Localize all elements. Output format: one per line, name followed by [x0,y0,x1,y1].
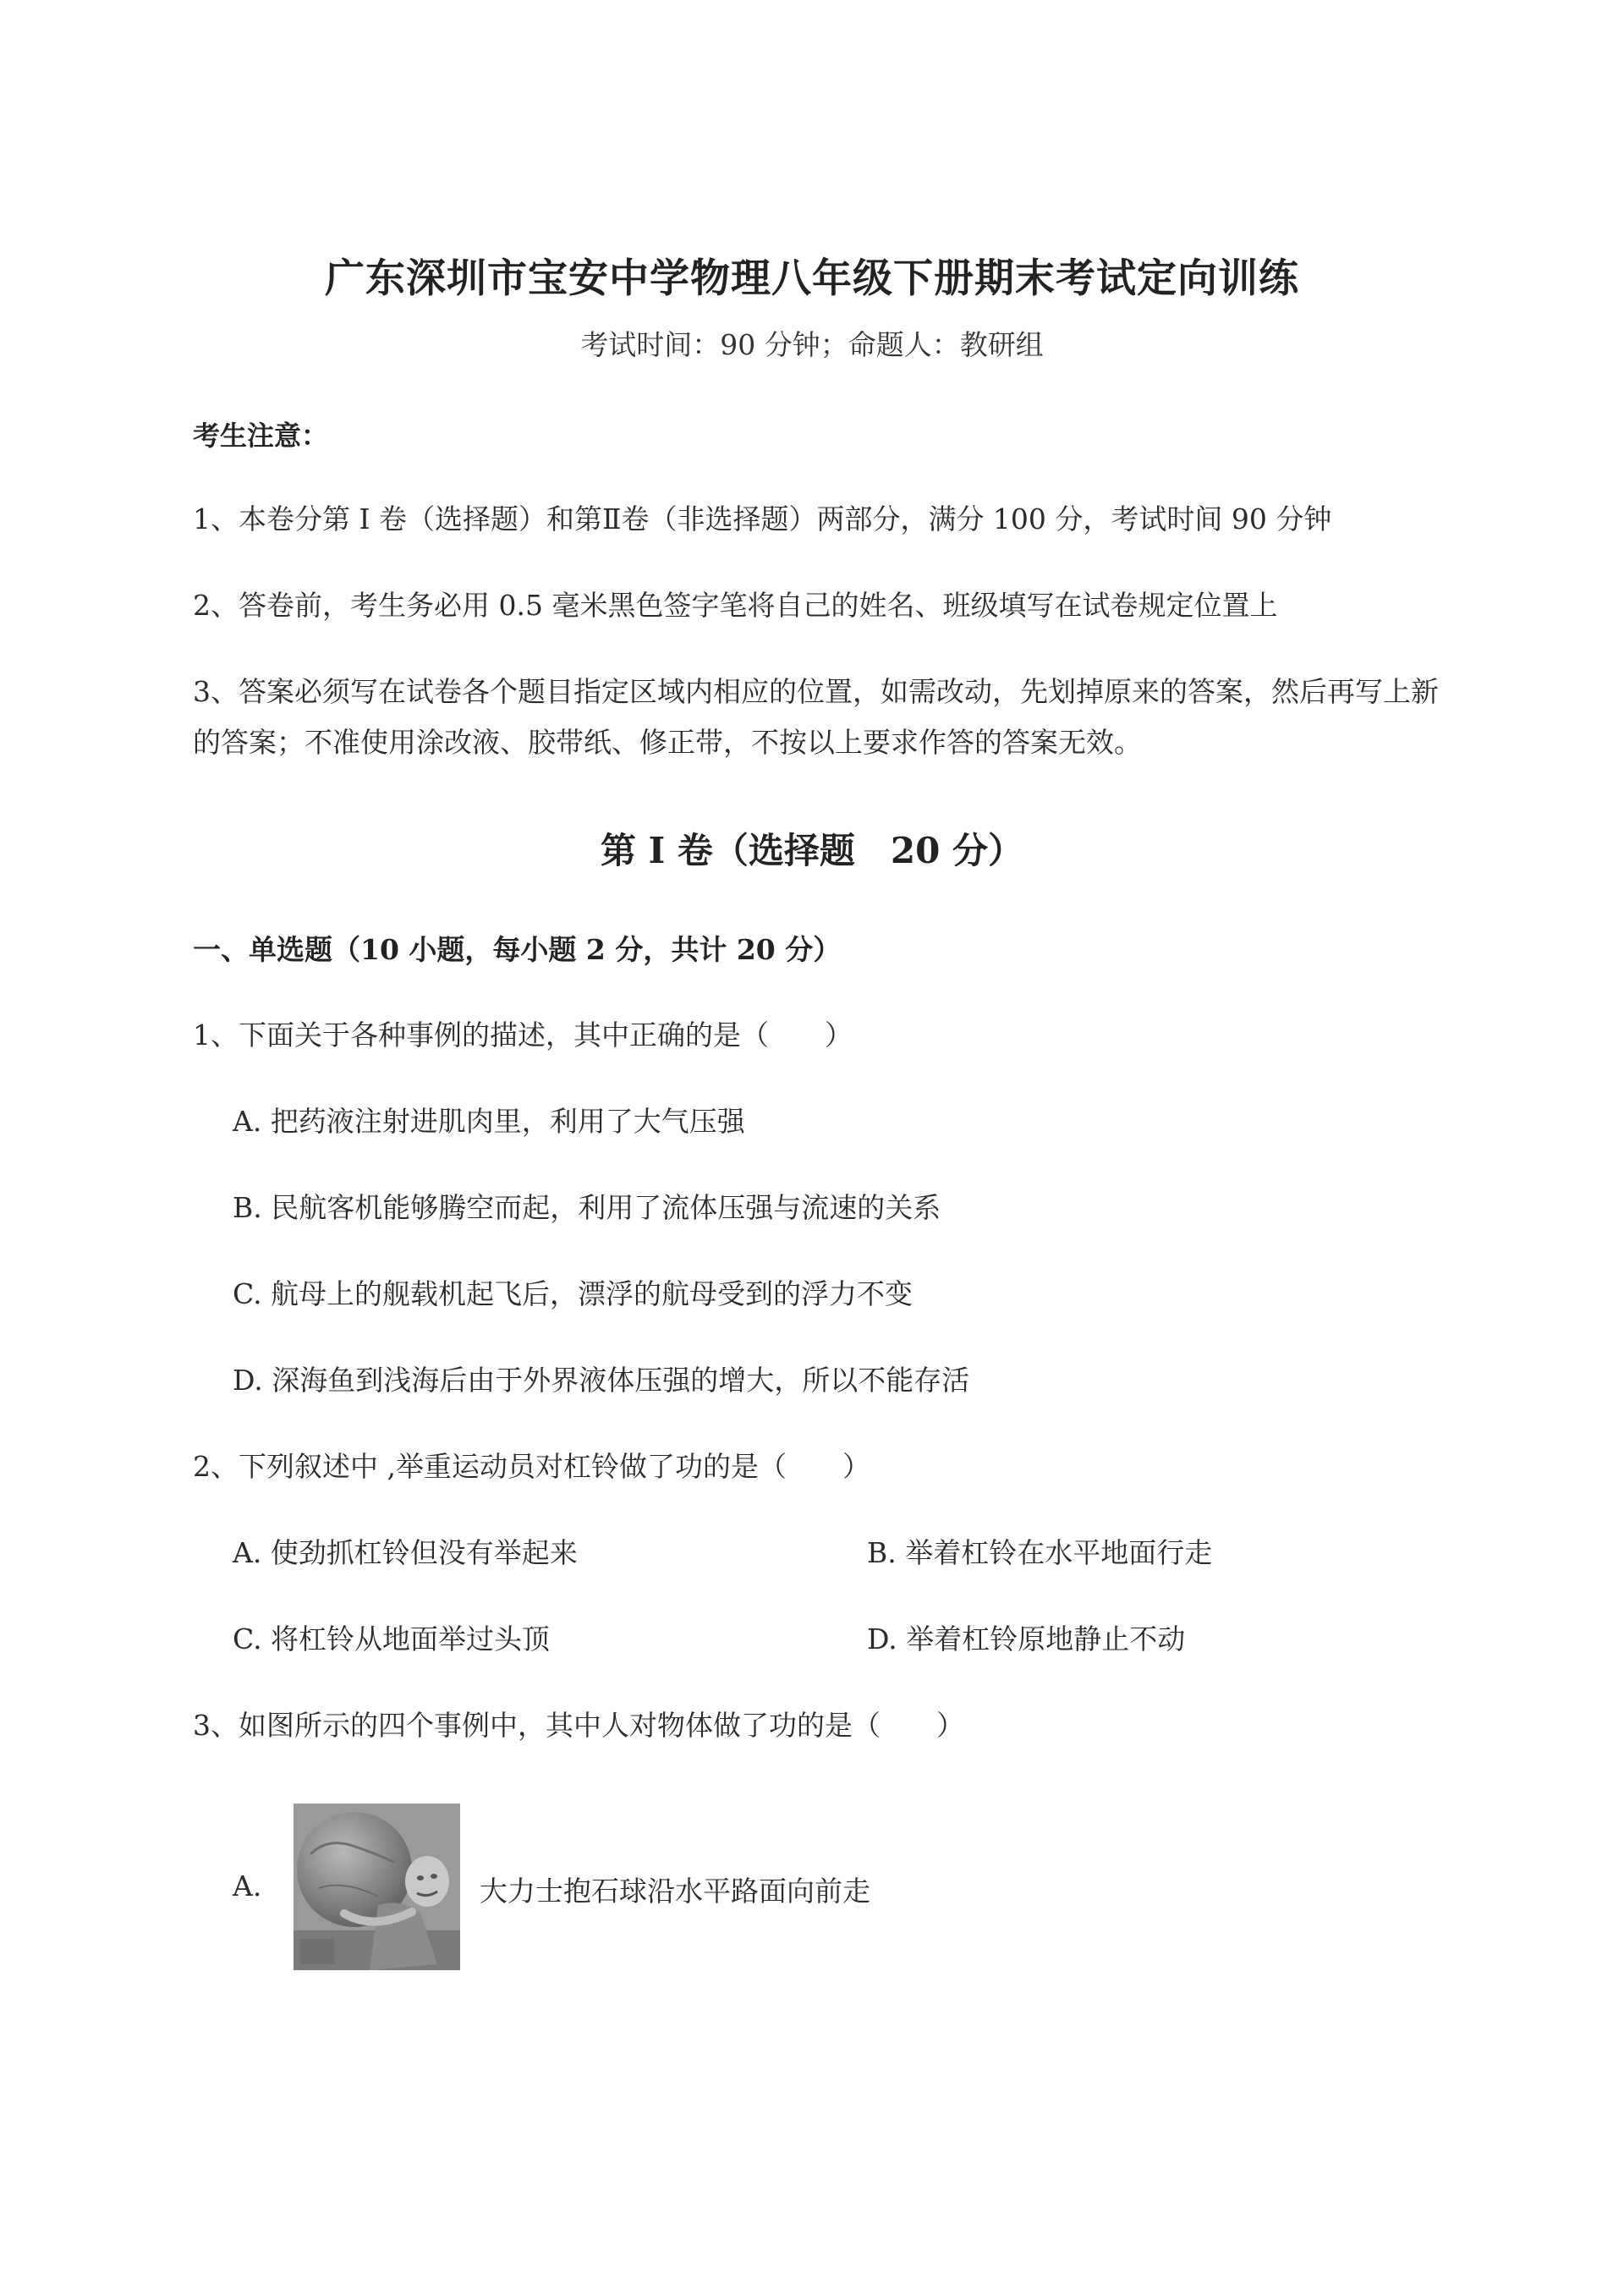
section-title: 第 I 卷（选择题 20 分） [601,830,1023,871]
question-1-option-d: D. 深海鱼到浅海后由于外界液体压强的增大，所以不能存活 [233,1364,970,1397]
question-1-option-a: A. 把药液注射进肌肉里，利用了大气压强 [233,1105,745,1138]
notice-heading: 考生注意： [193,420,329,452]
part-heading: 一、单选题（10 小题，每小题 2 分，共计 20 分） [193,933,842,966]
exam-title: 广东深圳市宝安中学物理八年级下册期末考试定向训练 [325,255,1299,302]
exam-subtitle: 考试时间：90 分钟；命题人：教研组 [580,328,1044,361]
question-2-option-a: A. 使劲抓杠铃但没有举起来 [233,1536,578,1569]
question-1-option-b: B. 民航客机能够腾空而起，利用了流体压强与流速的关系 [233,1191,941,1224]
notice-item-3: 3、答案必须写在试卷各个题目指定区域内相应的位置，如需改动，先划掉原来的答案，然后再写上新 [193,675,1439,708]
strongman-stone-ball-photo [294,1804,460,1970]
notice-item-1: 1、本卷分第 I 卷（选择题）和第Ⅱ卷（非选择题）两部分，满分 100 分，考试时间 90 分钟 [193,502,1332,535]
question-3-option-a-caption: 大力士抱石球沿水平路面向前走 [480,1875,870,1908]
question-2-stem: 2、下列叙述中 ,举重运动员对杠铃做了功的是（ ） [193,1450,870,1483]
question-3-stem: 3、如图所示的四个事例中，其中人对物体做了功的是（ ） [193,1709,964,1742]
notice-item-2: 2、答卷前，考生务必用 0.5 毫米黑色签字笔将自己的姓名、班级填写在试卷规定位置上 [193,589,1278,622]
question-1-stem: 1、下面关于各种事例的描述，其中正确的是（ ） [193,1018,853,1051]
question-2-option-c: C. 将杠铃从地面举过头顶 [233,1622,551,1655]
question-2-option-d: D. 举着杠铃原地静止不动 [867,1622,1186,1655]
question-3-option-a-letter: A. [233,1869,262,1902]
question-2-option-b: B. 举着杠铃在水平地面行走 [867,1536,1213,1569]
notice-item-3-continued: 的答案；不准使用涂改液、胶带纸、修正带，不按以上要求作答的答案无效。 [193,726,1142,759]
photo-illustration [294,1804,460,1970]
question-1-option-c: C. 航母上的舰载机起飞后，漂浮的航母受到的浮力不变 [233,1277,914,1310]
